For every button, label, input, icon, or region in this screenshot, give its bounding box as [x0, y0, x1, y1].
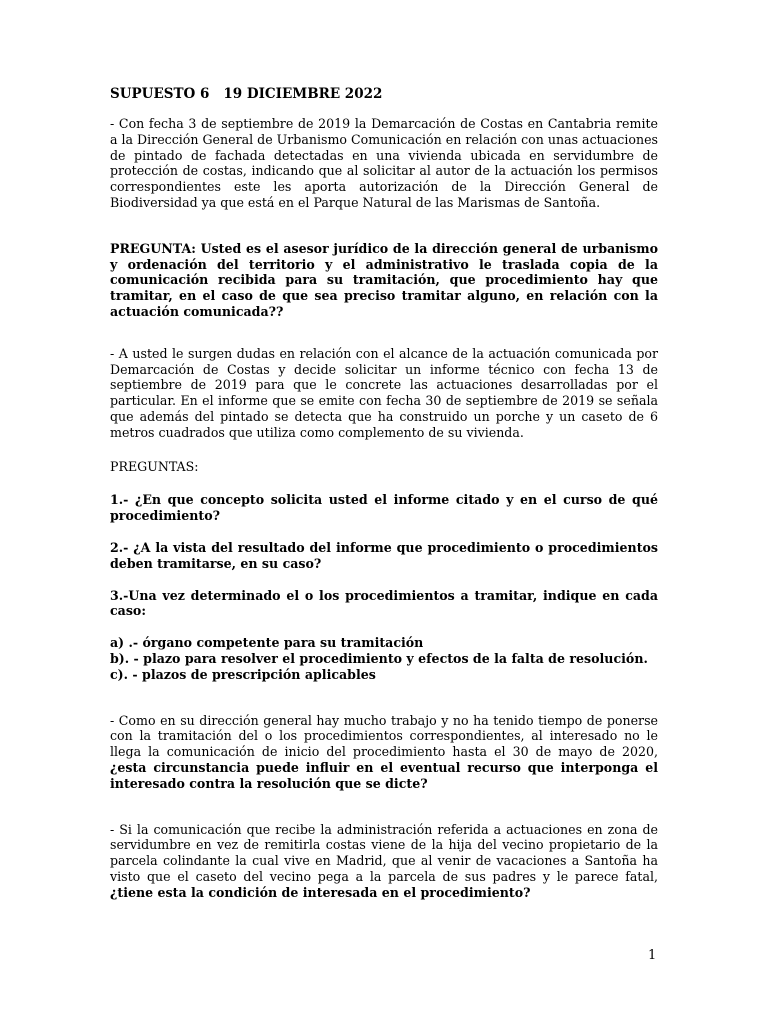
question-3-item-a: a) .- órgano competente para su tramitación [110, 635, 424, 651]
question-1: 1.- ¿En que concepto solicita usted el informe citado y en el curso de qué procedimiento? [110, 492, 658, 524]
pregunta-block [110, 241, 658, 320]
title-date: 19 DICIEMBRE 2022 [223, 86, 383, 102]
paragraph-context-2: - A usted le surgen dudas en relación con el alcance de la actuación comunicada por Demarcación de Costas y decide solicitar un informe técnico con fecha 13 de septiembre de 2019 para que le concrete las actuaciones desarrolladas por el particular. En el informe que se emite con fecha 30 de septiembre de 2019 se señala que además del pintado se detecta que ha construido un porche y un caseto de 6 metros cuadrados que utiliza como complemento de su vivienda. [110, 345, 658, 440]
title-case-number: SUPUESTO 6 [110, 86, 210, 102]
paragraph-context-1: - Con fecha 3 de septiembre de 2019 la Demarcación de Costas en Cantabria remite a la Dirección General de Urbanismo Comunicación en relación con unas actuaciones de pintado de fachada detectadas en una vivienda ubicada en servidumbre de protección de costas, indicando que al solicitar al autor de la actuación los permisos correspondientes este les aporta autorización de la Dirección General de Biodiversidad ya que está en el Parque Natural de las Marismas de Santoña. [110, 116, 658, 210]
paragraph-4-text: - Si la comunicación que recibe la administración referida a actuaciones en zona de servidumbre en vez de remitirla costas viene de la hija del vecino propietario de la parcela colindante la cual vive en Madrid, que al venir de vacaciones a Santoña ha visto que el caseto del vecino pega a la parcela de sus padres y le parece fatal, [110, 821, 658, 884]
pregunta-text: Usted es el asesor jurídico de la dirección general de urbanismo y ordenación del territorio y el administrativo le traslada copia de la comunicación recibida para su tramitación, que procedimiento hay que tramitar, en el caso de que sea preciso tramitar alguno, en relación con la actuación comunicada?? [110, 240, 658, 319]
paragraph-3-text: - Como en su dirección general hay mucho trabajo y no ha tenido tiempo de ponerse con la tramitación del o los procedimientos correspondientes, al interesado no le llega la comunicación de inicio del procedimiento hasta el 30 de mayo de 2020, [110, 712, 658, 760]
question-3: 3.-Una vez determinado el o los procedimientos a tramitar, indique en cada caso: [110, 587, 658, 619]
question-3-item-b: b). - plazo para resolver el procedimiento y efectos de la falta de resolución. [110, 650, 648, 666]
page-number: 1 [648, 948, 657, 963]
paragraph-context-3 [110, 713, 658, 792]
question-3-item-c: c). - plazos de prescripción aplicables [110, 666, 376, 682]
paragraph-context-4 [110, 822, 658, 901]
paragraph-3-question: ¿esta circunstancia puede influir en el eventual recurso que interponga el interesado contra la resolución que se dicte? [110, 759, 658, 791]
preguntas-heading: PREGUNTAS: [110, 458, 199, 474]
document-page [110, 86, 658, 900]
question-2: 2.- ¿A la vista del resultado del informe que procedimiento o procedimientos deben tramitarse, en su caso? [110, 539, 658, 571]
pregunta-label: PREGUNTA: [110, 240, 196, 256]
document-title [110, 86, 658, 102]
paragraph-4-question: ¿tiene esta la condición de interesada en el procedimiento? [110, 884, 531, 900]
